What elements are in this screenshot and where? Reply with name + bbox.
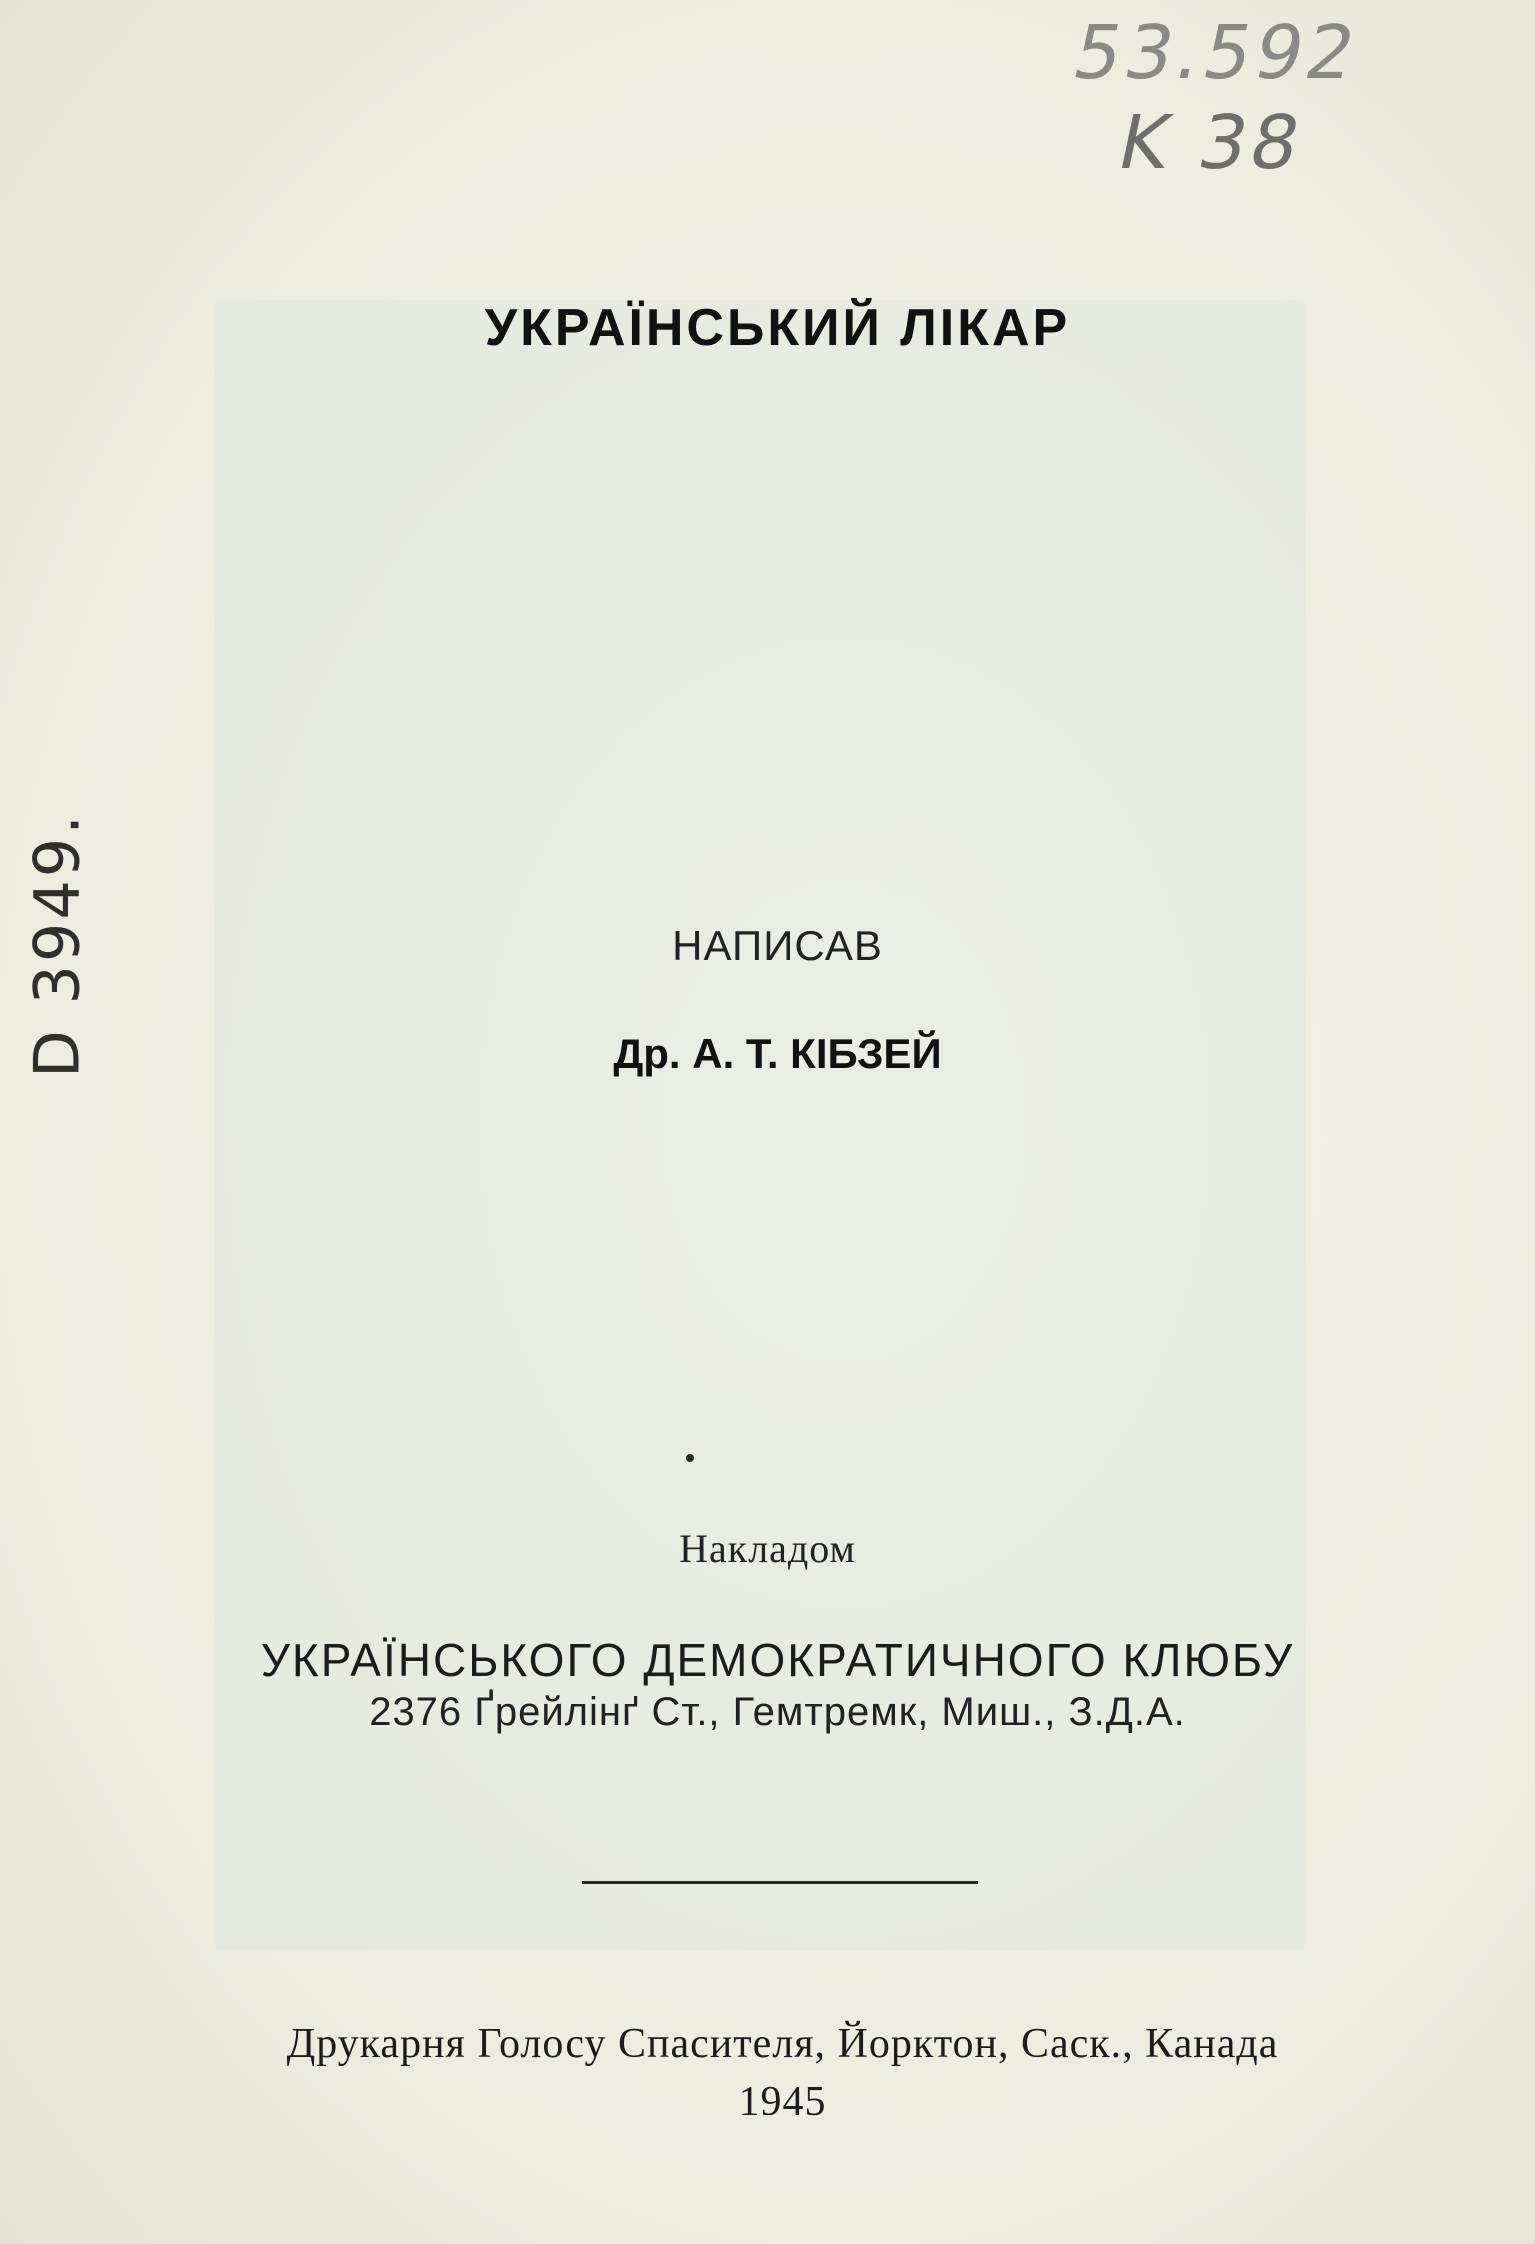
author-label: НАПИСАВ: [672, 922, 883, 969]
publisher-address: 2376 Ґрейлінґ Ст., Гемтремк, Миш., З.Д.А.: [369, 1690, 1186, 1734]
printer-dot: [686, 1454, 694, 1462]
handwritten-call-number-line2: K 38: [1110, 100, 1312, 186]
book-title: УКРАЇНСЬКИЙ ЛІКАР: [484, 299, 1071, 357]
handwritten-call-number-line1: 53.592: [1065, 10, 1368, 96]
divider-rule: [582, 1881, 978, 1884]
inventory-number-text: D 3949.: [20, 812, 94, 1078]
publisher-name: УКРАЇНСЬКОГО ДЕМОКРАТИЧНОГО КЛЮБУ: [260, 1634, 1295, 1686]
printer-line: Друкарня Голосу Спасителя, Йорктон, Саск., Канада: [286, 2021, 1279, 2067]
publication-year: 1945: [738, 2079, 827, 2125]
publisher-label: Накладом: [679, 1526, 856, 1571]
author-name: Др. А. Т. КІБЗЕЙ: [613, 1030, 942, 1077]
